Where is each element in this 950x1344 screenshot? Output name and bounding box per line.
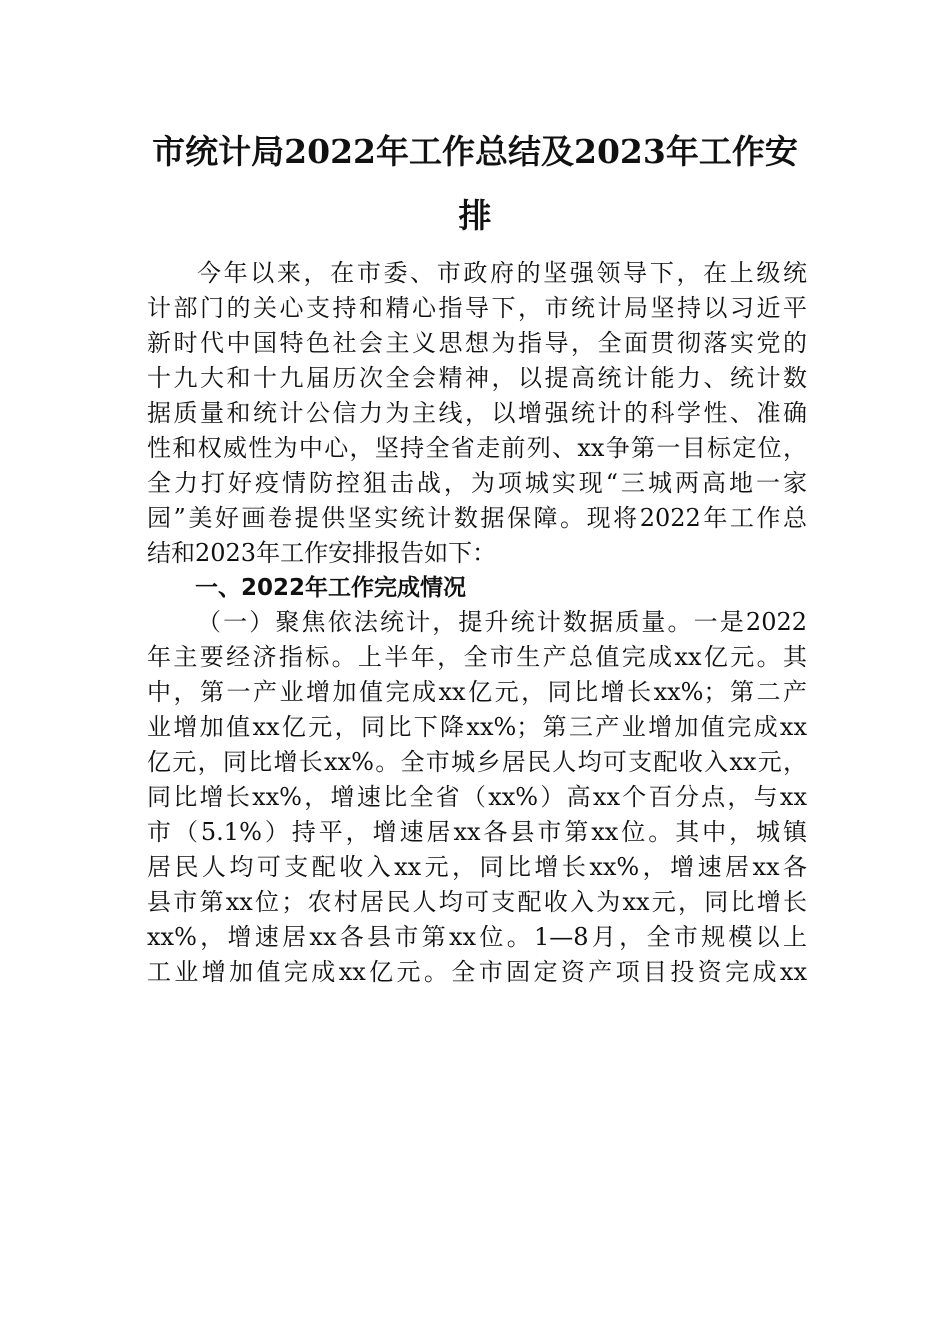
text-line: 居民人均可支配收入xx元，同比增长xx%，增速居xx各 — [147, 853, 807, 881]
text-line: 工业增加值完成xx亿元。全市固定资产项目投资完成xx — [147, 958, 807, 986]
text-line: xx%，增速居xx各县市第xx位。1—8月，全市规模以上 — [147, 923, 807, 951]
text-line: 亿元，同比增长xx%。全市城乡居民人均可支配收入xx元， — [147, 748, 807, 776]
text-line: 县市第xx位；农村居民人均可支配收入为xx元，同比增长 — [147, 888, 807, 916]
text-line: 今年以来，在市委、市政府的坚强领导下，在上级统 — [197, 259, 807, 287]
text-line: 市（5.1%）持平，增速居xx各县市第xx位。其中，城镇 — [147, 818, 807, 846]
text-line: 新时代中国特色社会主义思想为指导，全面贯彻落实党的 — [147, 329, 807, 357]
paragraph-section-1 — [147, 605, 807, 990]
section-heading: 一、2022年工作完成情况 — [195, 575, 467, 601]
text-line: 园”美好画卷提供坚实统计数据保障。现将2022年工作总 — [147, 504, 807, 532]
text-line: 性和权威性为中心，坚持全省走前列、xx争第一目标定位， — [147, 434, 807, 462]
text-line: 全力打好疫情防控狙击战，为项城实现“三城两高地一家 — [147, 469, 807, 497]
document-title-line-1: 市统计局2022年工作总结及2023年工作安 — [152, 132, 798, 171]
text-line: （一）聚焦依法统计，提升统计数据质量。一是2022 — [197, 608, 807, 636]
text-line: 结和2023年工作安排报告如下： — [147, 539, 497, 567]
document-body — [147, 256, 807, 990]
text-line: 中，第一产业增加值完成xx亿元，同比增长xx%；第二产 — [147, 678, 807, 706]
paragraph-intro — [147, 256, 807, 571]
text-line: 年主要经济指标。上半年，全市生产总值完成xx亿元。其 — [147, 643, 807, 671]
text-line: 计部门的关心支持和精心指导下，市统计局坚持以习近平 — [147, 294, 807, 322]
text-line: 据质量和统计公信力为主线，以增强统计的科学性、准确 — [147, 399, 807, 427]
text-line: 同比增长xx%，增速比全省（xx%）高xx个百分点，与xx — [147, 783, 807, 811]
document-title-line-2: 排 — [458, 196, 492, 235]
text-line: 十九大和十九届历次全会精神，以提高统计能力、统计数 — [147, 364, 807, 392]
text-line: 业增加值xx亿元，同比下降xx%；第三产业增加值完成xx — [147, 713, 807, 741]
